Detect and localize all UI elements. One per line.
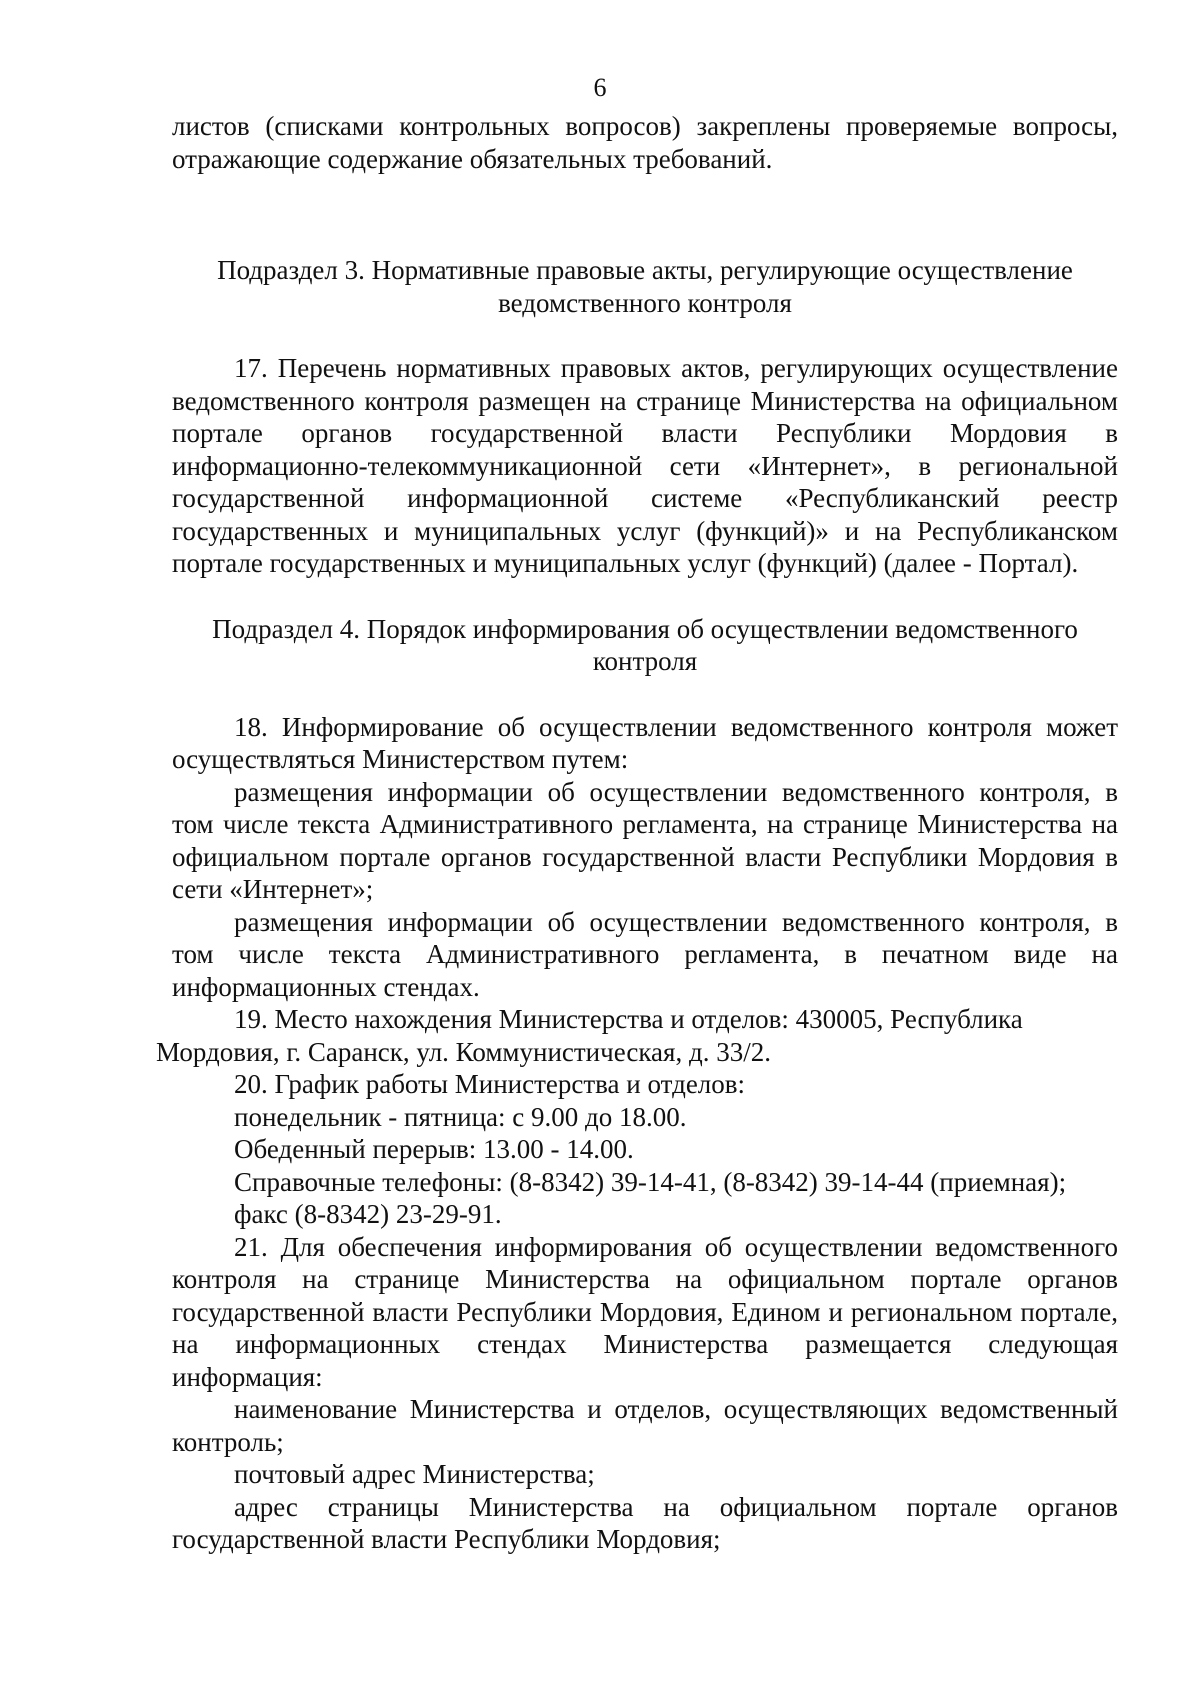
paragraph-21-item-a: наименование Министерства и отделов, осуществляющих ведомственный контроль;: [172, 1394, 1118, 1457]
paragraph-20-fax: факс (8-8342) 23-29-91.: [234, 1199, 502, 1229]
paragraph-18-item-a: размещения информации об осуществлении ведомственного контроля, в том числе текста Административного регламента, на странице Министерства на официальном портале органов государственной власти Республики Мордовия в сети «Интернет»;: [172, 776, 1118, 904]
paragraph-20: 20. График работы Министерства и отделов:: [234, 1069, 746, 1099]
page-number: 6: [593, 73, 607, 102]
paragraph-21: 21. Для обеспечения информирования об осуществлении ведомственного контроля на странице Министерства на официальном портале органов государственной власти Республики Мордовия, Едином и региональном портале, на информационных стендах Министерства размещается следующая информация:: [172, 1231, 1118, 1392]
paragraph-18-item-b: размещения информации об осуществлении ведомственного контроля, в том числе текста Административного регламента, в печатном виде на информационных стендах.: [172, 906, 1118, 1002]
paragraph-20-hours: понедельник - пятница: с 9.00 до 18.00.: [234, 1101, 687, 1132]
paragraph-21-item-c: адрес страницы Министерства на официальном портале органов государственной власти Республики Мордовия;: [172, 1491, 1118, 1554]
subsection-4-heading: Подраздел 4. Порядок информирования об осуществлении ведомственного контроля: [212, 613, 1078, 676]
paragraph-20-phones: Справочные телефоны: (8-8342) 39-14-41, (8-8342) 39-14-44 (приемная);: [234, 1166, 1067, 1197]
paragraph-19-line-1: 19. Место нахождения Министерства и отделов: 430005, Республика: [234, 1004, 1023, 1034]
paragraph-continuation: листов (списками контрольных вопросов) закреплены проверяемые вопросы, отражающие содержание обязательных требований.: [172, 111, 1118, 174]
paragraph-19-line-2: Мордовия, г. Саранск, ул. Коммунистическая, д. 33/2.: [156, 1036, 771, 1067]
paragraph-17: 17. Перечень нормативных правовых актов, регулирующих осуществление ведомственного контроля размещен на странице Министерства на официальном портале органов государственной власти Республики Мордовия в информационно-телекоммуникационной сети «Интернет», в региональной государственной информационной системе «Республиканский реестр государственных и муниципальных услуг (функций)» и на Республиканском портале государственных и муниципальных услуг (функций) (далее - Портал).: [172, 353, 1118, 578]
document-body: [156, 110, 1118, 1556]
subsection-3-heading: Подраздел 3. Нормативные правовые акты, регулирующие осуществление ведомственного контроля: [217, 255, 1073, 318]
paragraph-18: 18. Информирование об осуществлении ведомственного контроля может осуществляться Министерством путем:: [172, 711, 1118, 774]
paragraph-20-lunch: Обеденный перерыв: 13.00 - 14.00.: [234, 1134, 634, 1164]
paragraph-21-item-b: почтовый адрес Министерства;: [234, 1459, 595, 1489]
